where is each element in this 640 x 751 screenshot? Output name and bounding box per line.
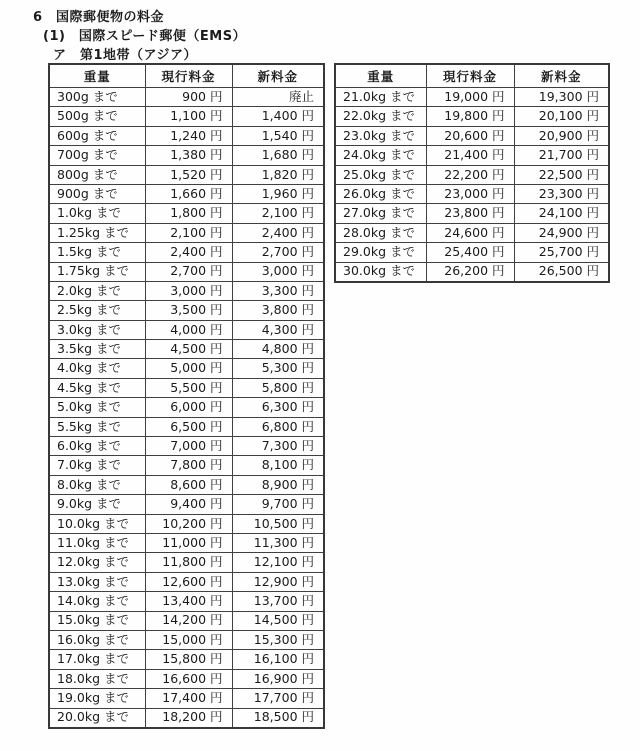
current-fee-cell: 23,000 円 bbox=[426, 184, 514, 203]
current-fee-cell: 21,400 円 bbox=[426, 146, 514, 165]
new-fee-cell: 3,800 円 bbox=[232, 301, 324, 320]
weight-cell: 500g まで bbox=[49, 107, 145, 126]
current-fee-cell: 1,520 円 bbox=[145, 165, 232, 184]
current-fee-cell: 16,600 円 bbox=[145, 669, 232, 688]
table-row bbox=[49, 184, 324, 203]
current-fee-cell: 2,400 円 bbox=[145, 243, 232, 262]
table-row bbox=[49, 650, 324, 669]
new-fee-cell: 1,540 円 bbox=[232, 126, 324, 145]
rate-table-left bbox=[48, 63, 325, 729]
new-fee-cell: 3,000 円 bbox=[232, 262, 324, 281]
weight-cell: 1.0kg まで bbox=[49, 204, 145, 223]
weight-cell: 3.0kg まで bbox=[49, 320, 145, 339]
current-fee-cell: 5,000 円 bbox=[145, 359, 232, 378]
new-fee-cell: 21,700 円 bbox=[514, 146, 609, 165]
weight-cell: 600g まで bbox=[49, 126, 145, 145]
new-fee-cell: 13,700 円 bbox=[232, 592, 324, 611]
current-fee-cell: 7,000 円 bbox=[145, 437, 232, 456]
current-fee-cell: 18,200 円 bbox=[145, 708, 232, 728]
current-fee-cell: 17,400 円 bbox=[145, 689, 232, 708]
new-fee-column-header: 新料金 bbox=[514, 64, 609, 88]
weight-cell: 19.0kg まで bbox=[49, 689, 145, 708]
current-fee-cell: 2,700 円 bbox=[145, 262, 232, 281]
new-fee-cell: 2,400 円 bbox=[232, 223, 324, 242]
table-row bbox=[49, 437, 324, 456]
table-row bbox=[49, 611, 324, 630]
table-row bbox=[49, 495, 324, 514]
page-title: 6 国際郵便物の料金 bbox=[33, 10, 165, 25]
table-row bbox=[335, 165, 609, 184]
new-fee-cell: 1,960 円 bbox=[232, 184, 324, 203]
table-row bbox=[49, 165, 324, 184]
rate-table-right bbox=[334, 63, 610, 283]
weight-cell: 13.0kg まで bbox=[49, 572, 145, 591]
current-fee-cell: 8,600 円 bbox=[145, 475, 232, 494]
table-row bbox=[49, 689, 324, 708]
weight-column-header: 重量 bbox=[49, 64, 145, 88]
current-fee-cell: 900 円 bbox=[145, 88, 232, 107]
new-fee-cell: 26,500 円 bbox=[514, 262, 609, 282]
new-fee-cell: 16,900 円 bbox=[232, 669, 324, 688]
new-fee-cell: 15,300 円 bbox=[232, 630, 324, 649]
weight-cell: 14.0kg まで bbox=[49, 592, 145, 611]
current-fee-cell: 10,200 円 bbox=[145, 514, 232, 533]
current-fee-cell: 24,600 円 bbox=[426, 223, 514, 242]
current-fee-cell: 1,660 円 bbox=[145, 184, 232, 203]
weight-cell: 8.0kg まで bbox=[49, 475, 145, 494]
table-row bbox=[335, 223, 609, 242]
current-fee-cell: 1,100 円 bbox=[145, 107, 232, 126]
table-row bbox=[335, 262, 609, 282]
current-fee-cell: 5,500 円 bbox=[145, 378, 232, 397]
new-fee-cell: 12,100 円 bbox=[232, 553, 324, 572]
weight-cell: 17.0kg まで bbox=[49, 650, 145, 669]
new-fee-cell: 5,300 円 bbox=[232, 359, 324, 378]
table-row bbox=[335, 88, 609, 107]
weight-cell: 12.0kg まで bbox=[49, 553, 145, 572]
table-row bbox=[335, 243, 609, 262]
weight-cell: 3.5kg まで bbox=[49, 340, 145, 359]
weight-cell: 800g まで bbox=[49, 165, 145, 184]
table-row bbox=[49, 533, 324, 552]
weight-cell: 24.0kg まで bbox=[335, 146, 426, 165]
page-subtitle: (1) 国際スピード郵便（EMS） bbox=[43, 29, 247, 44]
table-row bbox=[335, 107, 609, 126]
new-fee-cell: 7,300 円 bbox=[232, 437, 324, 456]
new-fee-cell: 25,700 円 bbox=[514, 243, 609, 262]
table-header-row bbox=[335, 64, 609, 88]
weight-cell: 20.0kg まで bbox=[49, 708, 145, 728]
new-fee-cell: 11,300 円 bbox=[232, 533, 324, 552]
current-fee-cell: 3,000 円 bbox=[145, 281, 232, 300]
new-fee-cell: 2,700 円 bbox=[232, 243, 324, 262]
table-row bbox=[335, 146, 609, 165]
weight-cell: 10.0kg まで bbox=[49, 514, 145, 533]
table-row bbox=[335, 126, 609, 145]
table-row bbox=[335, 204, 609, 223]
current-fee-cell: 11,800 円 bbox=[145, 553, 232, 572]
current-fee-cell: 6,000 円 bbox=[145, 398, 232, 417]
table-header-row bbox=[49, 64, 324, 88]
weight-cell: 15.0kg まで bbox=[49, 611, 145, 630]
weight-cell: 900g まで bbox=[49, 184, 145, 203]
current-fee-cell: 14,200 円 bbox=[145, 611, 232, 630]
new-fee-cell: 6,800 円 bbox=[232, 417, 324, 436]
current-fee-cell: 4,000 円 bbox=[145, 320, 232, 339]
weight-column-header: 重量 bbox=[335, 64, 426, 88]
table-row bbox=[49, 456, 324, 475]
current-fee-cell: 1,800 円 bbox=[145, 204, 232, 223]
current-fee-cell: 12,600 円 bbox=[145, 572, 232, 591]
table-row bbox=[49, 630, 324, 649]
weight-cell: 9.0kg まで bbox=[49, 495, 145, 514]
table-row bbox=[49, 398, 324, 417]
table-row bbox=[49, 359, 324, 378]
new-fee-cell: 9,700 円 bbox=[232, 495, 324, 514]
table-row bbox=[49, 553, 324, 572]
table-row bbox=[49, 340, 324, 359]
table-row bbox=[49, 281, 324, 300]
new-fee-cell: 10,500 円 bbox=[232, 514, 324, 533]
current-fee-cell: 3,500 円 bbox=[145, 301, 232, 320]
weight-cell: 6.0kg まで bbox=[49, 437, 145, 456]
table-row bbox=[49, 417, 324, 436]
current-fee-cell: 19,800 円 bbox=[426, 107, 514, 126]
new-fee-cell: 24,100 円 bbox=[514, 204, 609, 223]
weight-cell: 29.0kg まで bbox=[335, 243, 426, 262]
table-row bbox=[49, 378, 324, 397]
new-fee-cell: 17,700 円 bbox=[232, 689, 324, 708]
current-fee-cell: 4,500 円 bbox=[145, 340, 232, 359]
table-row bbox=[49, 301, 324, 320]
table-row bbox=[49, 126, 324, 145]
new-fee-cell: 1,680 円 bbox=[232, 146, 324, 165]
weight-cell: 28.0kg まで bbox=[335, 223, 426, 242]
new-fee-cell: 16,100 円 bbox=[232, 650, 324, 669]
current-fee-cell: 2,100 円 bbox=[145, 223, 232, 242]
weight-cell: 1.25kg まで bbox=[49, 223, 145, 242]
new-fee-cell: 4,300 円 bbox=[232, 320, 324, 339]
current-fee-cell: 26,200 円 bbox=[426, 262, 514, 282]
weight-cell: 27.0kg まで bbox=[335, 204, 426, 223]
section-label: ア 第1地帯（アジア） bbox=[53, 48, 198, 63]
new-fee-cell: 廃止 bbox=[232, 88, 324, 107]
table-row bbox=[49, 243, 324, 262]
weight-cell: 1.5kg まで bbox=[49, 243, 145, 262]
weight-cell: 300g まで bbox=[49, 88, 145, 107]
table-row bbox=[49, 146, 324, 165]
current-fee-cell: 13,400 円 bbox=[145, 592, 232, 611]
weight-cell: 30.0kg まで bbox=[335, 262, 426, 282]
table-row bbox=[49, 204, 324, 223]
new-fee-cell: 12,900 円 bbox=[232, 572, 324, 591]
weight-cell: 22.0kg まで bbox=[335, 107, 426, 126]
new-fee-cell: 5,800 円 bbox=[232, 378, 324, 397]
new-fee-cell: 22,500 円 bbox=[514, 165, 609, 184]
current-fee-column-header: 現行料金 bbox=[145, 64, 232, 88]
new-fee-cell: 23,300 円 bbox=[514, 184, 609, 203]
new-fee-cell: 1,400 円 bbox=[232, 107, 324, 126]
weight-cell: 4.0kg まで bbox=[49, 359, 145, 378]
table-row bbox=[49, 572, 324, 591]
weight-cell: 5.5kg まで bbox=[49, 417, 145, 436]
weight-cell: 4.5kg まで bbox=[49, 378, 145, 397]
new-fee-cell: 8,900 円 bbox=[232, 475, 324, 494]
new-fee-cell: 18,500 円 bbox=[232, 708, 324, 728]
new-fee-cell: 4,800 円 bbox=[232, 340, 324, 359]
current-fee-column-header: 現行料金 bbox=[426, 64, 514, 88]
table-row bbox=[49, 88, 324, 107]
current-fee-cell: 1,380 円 bbox=[145, 146, 232, 165]
current-fee-cell: 23,800 円 bbox=[426, 204, 514, 223]
new-fee-cell: 24,900 円 bbox=[514, 223, 609, 242]
weight-cell: 1.75kg まで bbox=[49, 262, 145, 281]
new-fee-column-header: 新料金 bbox=[232, 64, 324, 88]
current-fee-cell: 22,200 円 bbox=[426, 165, 514, 184]
table-row bbox=[335, 184, 609, 203]
table-row bbox=[49, 592, 324, 611]
new-fee-cell: 2,100 円 bbox=[232, 204, 324, 223]
current-fee-cell: 9,400 円 bbox=[145, 495, 232, 514]
table-row bbox=[49, 107, 324, 126]
table-row bbox=[49, 320, 324, 339]
current-fee-cell: 19,000 円 bbox=[426, 88, 514, 107]
new-fee-cell: 1,820 円 bbox=[232, 165, 324, 184]
new-fee-cell: 14,500 円 bbox=[232, 611, 324, 630]
table-row bbox=[49, 708, 324, 728]
table-row bbox=[49, 475, 324, 494]
current-fee-cell: 25,400 円 bbox=[426, 243, 514, 262]
current-fee-cell: 15,000 円 bbox=[145, 630, 232, 649]
weight-cell: 26.0kg まで bbox=[335, 184, 426, 203]
weight-cell: 700g まで bbox=[49, 146, 145, 165]
weight-cell: 23.0kg まで bbox=[335, 126, 426, 145]
weight-cell: 2.0kg まで bbox=[49, 281, 145, 300]
weight-cell: 25.0kg まで bbox=[335, 165, 426, 184]
current-fee-cell: 11,000 円 bbox=[145, 533, 232, 552]
table-row bbox=[49, 262, 324, 281]
current-fee-cell: 20,600 円 bbox=[426, 126, 514, 145]
table-row bbox=[49, 669, 324, 688]
weight-cell: 18.0kg まで bbox=[49, 669, 145, 688]
current-fee-cell: 6,500 円 bbox=[145, 417, 232, 436]
weight-cell: 2.5kg まで bbox=[49, 301, 145, 320]
new-fee-cell: 8,100 円 bbox=[232, 456, 324, 475]
weight-cell: 7.0kg まで bbox=[49, 456, 145, 475]
table-row bbox=[49, 223, 324, 242]
current-fee-cell: 1,240 円 bbox=[145, 126, 232, 145]
new-fee-cell: 20,100 円 bbox=[514, 107, 609, 126]
new-fee-cell: 19,300 円 bbox=[514, 88, 609, 107]
new-fee-cell: 3,300 円 bbox=[232, 281, 324, 300]
current-fee-cell: 7,800 円 bbox=[145, 456, 232, 475]
weight-cell: 16.0kg まで bbox=[49, 630, 145, 649]
table-row bbox=[49, 514, 324, 533]
weight-cell: 21.0kg まで bbox=[335, 88, 426, 107]
new-fee-cell: 20,900 円 bbox=[514, 126, 609, 145]
weight-cell: 11.0kg まで bbox=[49, 533, 145, 552]
new-fee-cell: 6,300 円 bbox=[232, 398, 324, 417]
current-fee-cell: 15,800 円 bbox=[145, 650, 232, 669]
weight-cell: 5.0kg まで bbox=[49, 398, 145, 417]
